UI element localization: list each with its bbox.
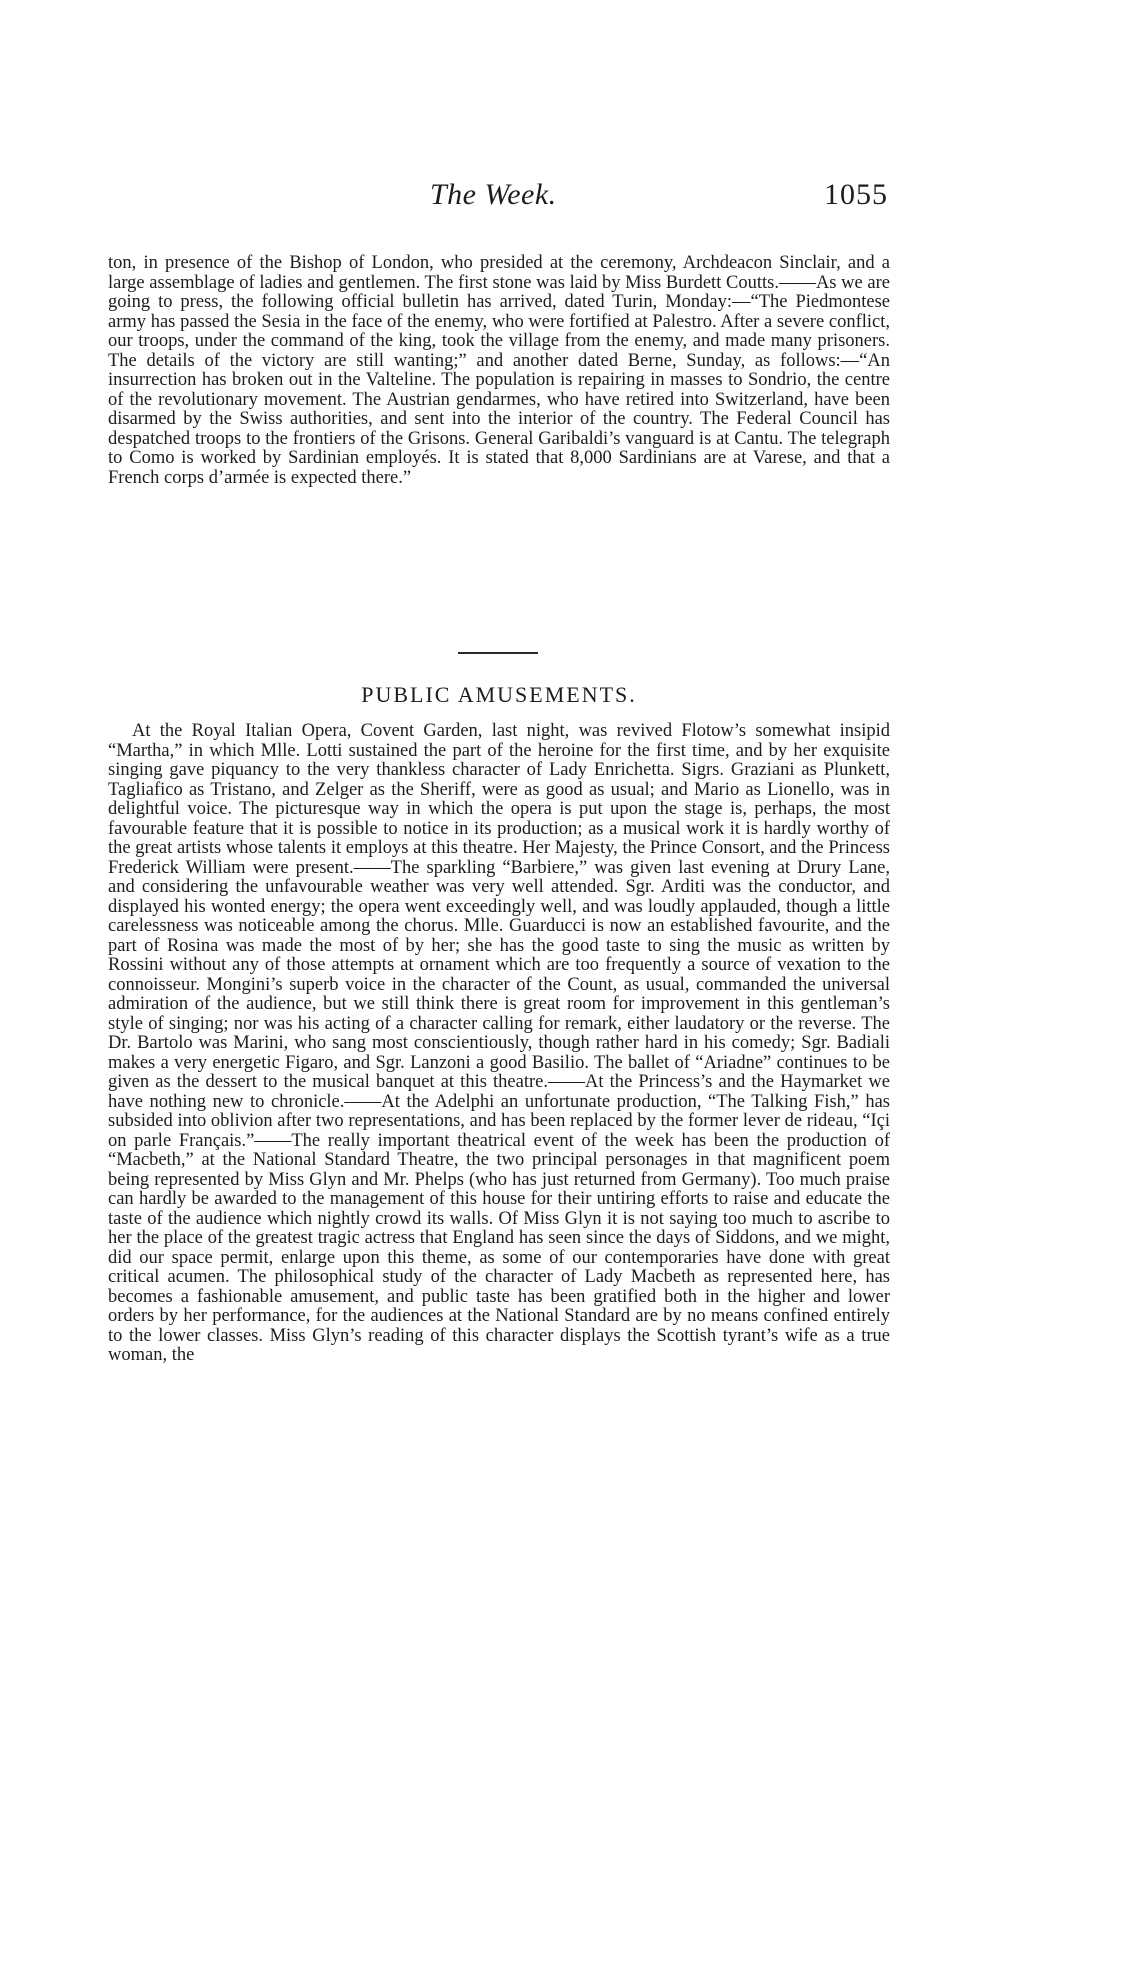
intro-paragraph: ton, in presence of the Bishop of London, who presided at the ceremony, Archdeacon Sinclair, and a large assemblage of ladies and gentlemen. The first stone was laid by Miss Burdett Coutts.——As we are going to press, the following official bulletin has arrived, dated Turin, Monday:—“The Piedmontese army has passed the Sesia in the face of the enemy, who were fortified at Palestro. After a severe conflict, our troops, under the command of the king, took the village from the enemy, and made many prisoners. The details of the victory are still wanting;” and another dated Berne, Sunday, as follows:—“An insurrection has broken out in the Valteline. The population is repairing in masses to Sondrio, the centre of the revolutionary movement. The Austrian gendarmes, who have retired into Switzerland, have been disarmed by the Swiss authorities, and sent into the interior of the country. The Federal Council has despatched troops to the frontiers of the Grisons. General Garibaldi’s vanguard is at Cantu. The telegraph to Como is worked by Sardinian employés. It is stated that 8,000 Sardinians are at Varese, and that a French corps d’armée is expected there.”: [108, 253, 890, 488]
page-number: 1055: [824, 178, 888, 211]
public-amusements-column: [108, 722, 890, 1366]
running-head: [108, 178, 888, 222]
intro-column: [108, 254, 890, 488]
public-amusements-paragraph: At the Royal Italian Opera, Covent Garden, last night, was revived Flotow’s somewhat insipid “Martha,” in which Mlle. Lotti sustained the part of the heroine for the first time, and by her exquisite singing gave piquancy to the very thankless character of Lady Enrichetta. Sigrs. Graziani as Plunkett, Tagliafico as Tristano, and Zelger as the Sheriff, were as good as usual; and Mario as Lionello, was in delightful voice. The picturesque way in which the opera is put upon the stage is, perhaps, the most favourable feature that it is possible to notice in its production; as a musical work it is hardly worthy of the great artists whose talents it employs at this theatre. Her Majesty, the Prince Consort, and the Princess Frederick William were present.——The sparkling “Barbiere,” was given last evening at Drury Lane, and considering the unfavourable weather was very well attended. Sgr. Arditi was the conductor, and displayed his wonted energy; the opera went exceedingly well, and was loudly applauded, though a little carelessness was noticeable among the chorus. Mlle. Guarducci is now an established favourite, and the part of Rosina was made the most of by her; she has the good taste to sing the music as written by Rossini without any of those attempts at ornament which are too frequently a source of vexation to the connoisseur. Mongini’s superb voice in the character of the Count, as usual, commanded the universal admiration of the audience, but we still think there is great room for improvement in this gentleman’s style of singing; nor was his acting of a character calling for remark, either laudatory or the reverse. The Dr. Bartolo was Marini, who sang most conscientiously, though rather hard in his comedy; Sgr. Badiali makes a very energetic Figaro, and Sgr. Lanzoni a good Basilio. The ballet of “Ariadne” continues to be given as the dessert to the musical banquet at this theatre.——At the Princess’s and the Haymarket we have nothing new to chronicle.——At the Adelphi an unfortunate production, “The Talking Fish,” has subsided into oblivion after two representations, and has been replaced by the former lever de rideau, “Içi on parle Français.”——The really important theatrical event of the week has been the production of “Macbeth,” at the National Standard Theatre, the two principal personages in that magnificent poem being represented by Miss Glyn and Mr. Phelps (who has just returned from Germany). Too much praise can hardly be awarded to the management of this house for their untiring efforts to raise and educate the taste of the audience which nightly crowd its walls. Of Miss Glyn it is not saying too much to ascribe to her the place of the greatest tragic actress that England has seen since the days of Siddons, and we might, did our space permit, enlarge upon this theme, as some of our contemporaries have done with great critical acumen. The philosophical study of the character of Lady Macbeth as represented here, has becomes a fashionable amusement, and public taste has been gratified both in the higher and lower orders by her performance, for the audiences at the National Standard are by no means confined entirely to the lower classes. Miss Glyn’s reading of this character displays the Scottish tyrant’s wife as a true woman, the: [108, 721, 890, 1365]
section-heading: PUBLIC AMUSEMENTS.: [361, 682, 637, 707]
section-divider: [458, 652, 538, 654]
page-title: The Week.: [430, 178, 557, 211]
